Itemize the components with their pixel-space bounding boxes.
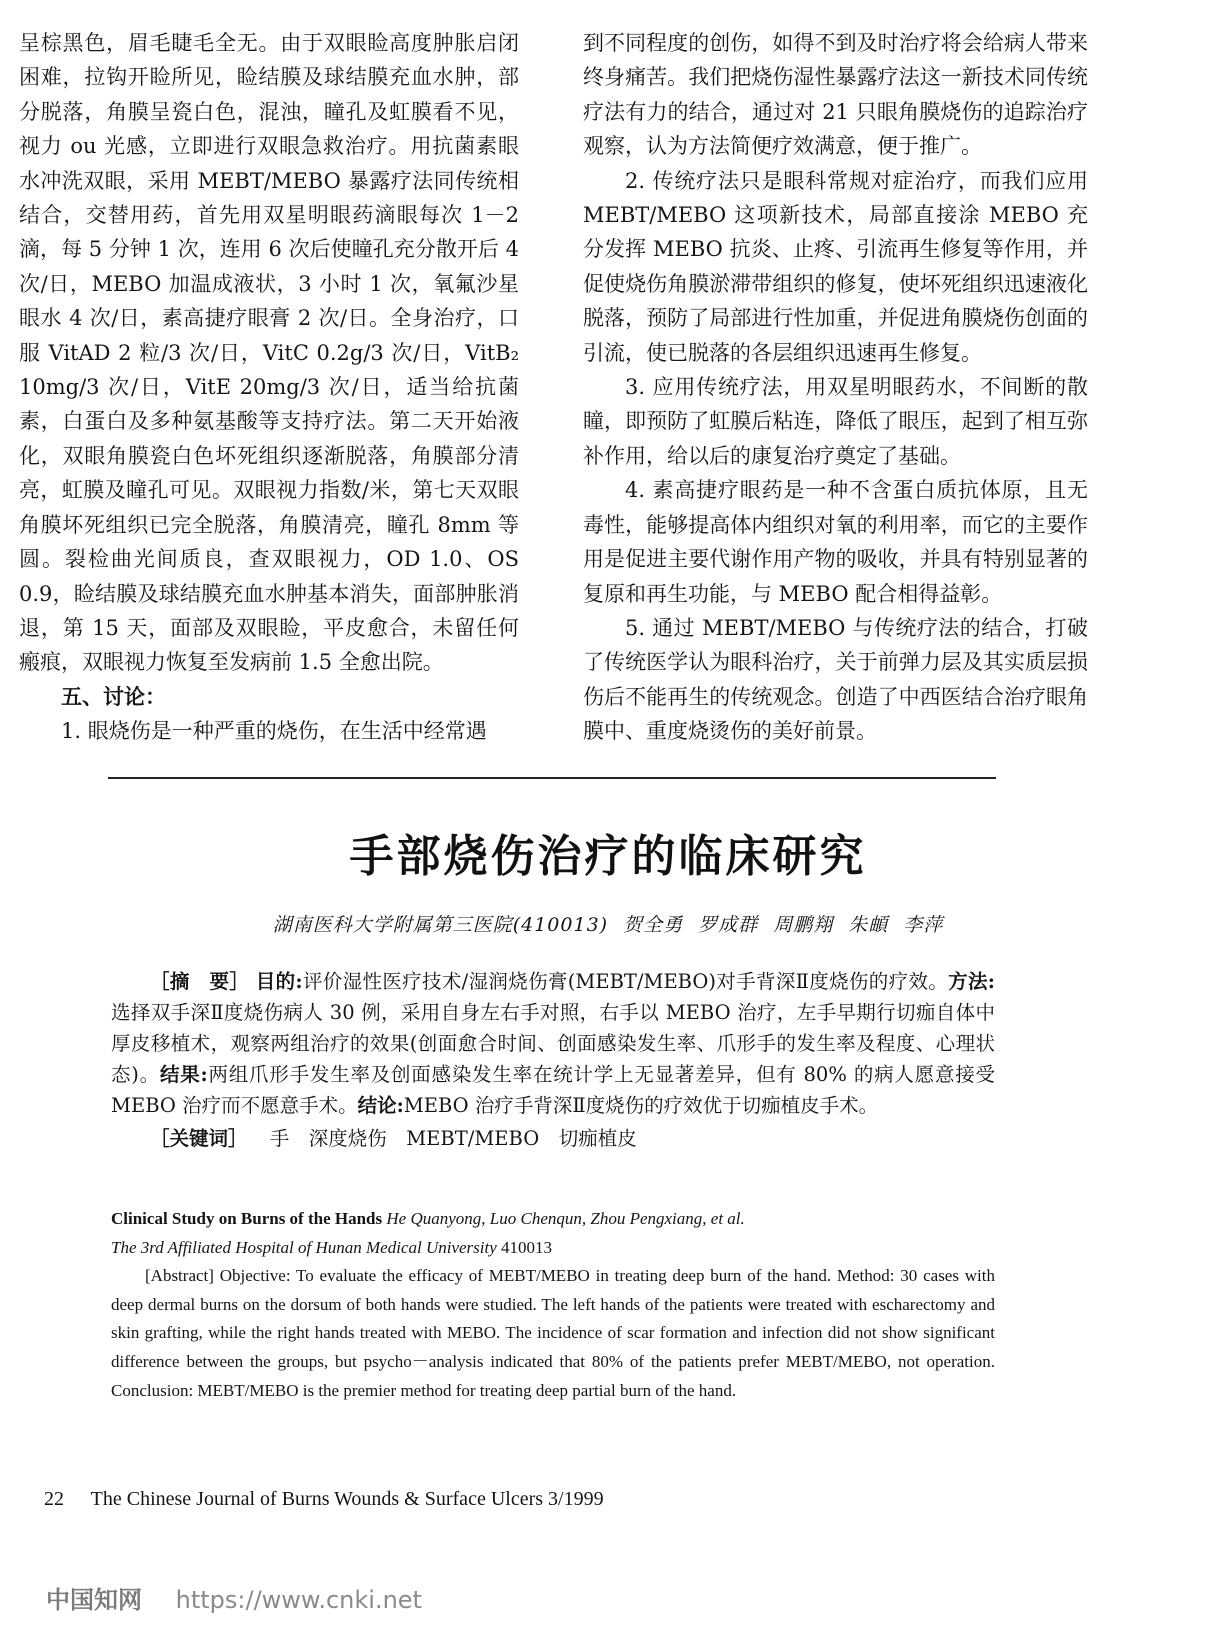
method-label: 方法: bbox=[948, 970, 995, 993]
right-paragraph-1: 到不同程度的创伤，如得不到及时治疗将会给病人带来终身痛苦。我们把烧伤湿性暴露疗法这一新技术同传统疗法有力的结合，通过对 21 只眼角膜烧伤的追踪治疗观察，认为方法简便疗效满意，便于推广。 bbox=[583, 31, 1088, 159]
journal-name: The Chinese Journal of Burns Wounds & Surface Ulcers 3/1999 bbox=[90, 1488, 604, 1510]
cnki-url: https://www.cnki.net bbox=[175, 1586, 422, 1614]
english-title-line bbox=[111, 1205, 995, 1234]
right-paragraph-5: 5. 通过 MEBT/MEBO 与传统疗法的结合，打破了传统医学认为眼科治疗，关于前弹力层及其实质层损伤后不能再生的传统观念。创造了中西医结合治疗眼角膜中、重度烧烫伤的美好前景。 bbox=[583, 615, 1088, 744]
right-paragraph-2: 2. 传统疗法只是眼科常规对症治疗，而我们应用 MEBT/MEBO 这项新技术，局部直接涂 MEBO 充分发挥 MEBO 抗炎、止疼、引流再生修复等作用，并促使烧伤角膜淤滞带组织的修复，使坏死组织迅速液化脱落，预防了局部进行性加重，并促进角膜烧伤创面的引流，使已脱落的各层组织迅速再生修复。 bbox=[583, 168, 1088, 365]
cnki-logo: 中国知网 bbox=[46, 1586, 142, 1614]
english-abstract-body bbox=[111, 1262, 995, 1405]
keywords-text: 手 深度烧伤 MEBT/MEBO 切痂植皮 bbox=[269, 1127, 637, 1150]
affiliation-authors: 湖南医科大学附属第三医院(410013) 贺全勇 罗成群 周鹏翔 朱頔 李萍 bbox=[272, 914, 944, 936]
english-postcode: 410013 bbox=[501, 1237, 553, 1257]
method-text: 选择双手深Ⅱ度烧伤病人 30 例，采用自身左右手对照，右手以 MEBO 治疗，左手早期行切痂自体中厚皮移植术，观察两组治疗的效果(创面愈合时间、创面感染发生率、爪形手的发生率及程度、心理状态)。 bbox=[111, 1001, 995, 1086]
page-footer bbox=[44, 1488, 604, 1511]
left-paragraph-2: 1. 眼烧伤是一种严重的烧伤，在生活中经常遇 bbox=[61, 719, 487, 744]
english-abstract bbox=[111, 1205, 995, 1405]
keywords-line bbox=[111, 1123, 995, 1154]
english-affiliation-line bbox=[111, 1234, 995, 1263]
objective-label: 目的: bbox=[255, 970, 303, 993]
english-authors: He Quanyong, Luo Chenqun, Zhou Pengxiang, et al. bbox=[386, 1209, 745, 1228]
english-title: Clinical Study on Burns of the Hands bbox=[111, 1209, 383, 1228]
objective-text: 评价湿性医疗技术/湿润烧伤膏(MEBT/MEBO)对手背深Ⅱ度烧伤的疗效。 bbox=[302, 970, 949, 993]
section-divider bbox=[108, 777, 996, 779]
english-abstract-text: Objective: To evaluate the efficacy of MEBT/MEBO in treating deep burn of the hand. Method: 30 cases with deep dermal burns on the dorsum of both hands were studied. The left hands of the patients were treated with escharectomy and skin grafting, while the right hands treated with MEBO. The incidence of scar formation and infection did not show significant difference between the groups, but psycho－analysis indicated that 80% of the patients prefer MEBT/MEBO, not operation. Conclusion: MEBT/MEBO is the premier method for treating deep partial burn of the hand. bbox=[111, 1266, 995, 1400]
right-column bbox=[583, 26, 1088, 749]
conclusion-label: 结论: bbox=[357, 1094, 404, 1117]
chinese-abstract-body bbox=[111, 966, 995, 1121]
left-column bbox=[19, 26, 519, 749]
right-paragraph-3: 3. 应用传统疗法，用双星明眼药水，不间断的散瞳，即预防了虹膜后粘连，降低了眼压，起到了相互弥补作用，给以后的康复治疗奠定了基础。 bbox=[583, 375, 1088, 468]
result-label: 结果: bbox=[159, 1063, 208, 1086]
conclusion-text: MEBO 治疗手背深Ⅱ度烧伤的疗效优于切痂植皮手术。 bbox=[403, 1094, 879, 1117]
left-paragraph-1: 呈棕黑色，眉毛睫毛全无。由于双眼睑高度肿胀启闭困难，拉钩开睑所见，睑结膜及球结膜充血水肿，部分脱落，角膜呈瓷白色，混浊，瞳孔及虹膜看不见，视力 ou 光感，立即进行双眼急救治疗。用抗菌素眼水冲洗双眼，采用 MEBT/MEBO 暴露疗法同传统相结合，交替用药，首先用双星明眼药滴眼每次 1－2 滴，每 5 分钟 1 次，连用 6 次后使瞳孔充分散开后 4 次/日，MEBO 加温成液状，3 小时 1 次，氧氟沙星眼水 4 次/日，素高捷疗眼膏 2 次/日。全身治疗，口服 VitAD 2 粒/3 次/日，VitC 0.2g/3 次/日，VitB₂ 10mg/3 次/日，VitE 20mg/3 次/日，适当给抗菌素，白蛋白及多种氨基酸等支持疗法。第二天开始液化，双眼角膜瓷白色坏死组织逐渐脱落，角膜部分清亮，虹膜及瞳孔可见。双眼视力指数/米，第七天双眼角膜坏死组织已完全脱落，角膜清亮，瞳孔 8mm 等圆。裂检曲光间质良，查双眼视力，OD 1.0、OS 0.9，睑结膜及球结膜充血水肿基本消失，面部肿胀消退，第 15 天，面部及双眼睑，平皮愈合，未留任何瘢痕，双眼视力恢复至发病前 1.5 全愈出院。 bbox=[19, 31, 519, 675]
english-affiliation: The 3rd Affiliated Hospital of Hunan Medical University bbox=[111, 1237, 497, 1257]
discussion-heading: 五、讨论： bbox=[61, 683, 166, 709]
cnki-watermark bbox=[46, 1580, 422, 1615]
page-number: 22 bbox=[44, 1488, 64, 1510]
english-abstract-label: [Abstract] bbox=[145, 1266, 214, 1286]
chinese-abstract bbox=[111, 966, 995, 1154]
result-text: 两组爪形手发生率及创面感染发生率在统计学上无显著差异，但有 80% 的病人愿意接受 MEBO 治疗而不愿意手术。 bbox=[111, 1063, 996, 1117]
keywords-label: ［关键词］ bbox=[150, 1127, 248, 1150]
abstract-label: ［摘 要］ bbox=[150, 970, 250, 993]
article-title: 手部烧伤治疗的临床研究 bbox=[349, 831, 867, 882]
right-paragraph-4: 4. 素高捷疗眼药是一种不含蛋白质抗体原，且无毒性，能够提高体内组织对氧的利用率，而它的主要作用是促进主要代谢作用产物的吸收，并具有特别显著的复原和再生功能，与 MEBO 配合相得益彰。 bbox=[583, 478, 1088, 606]
